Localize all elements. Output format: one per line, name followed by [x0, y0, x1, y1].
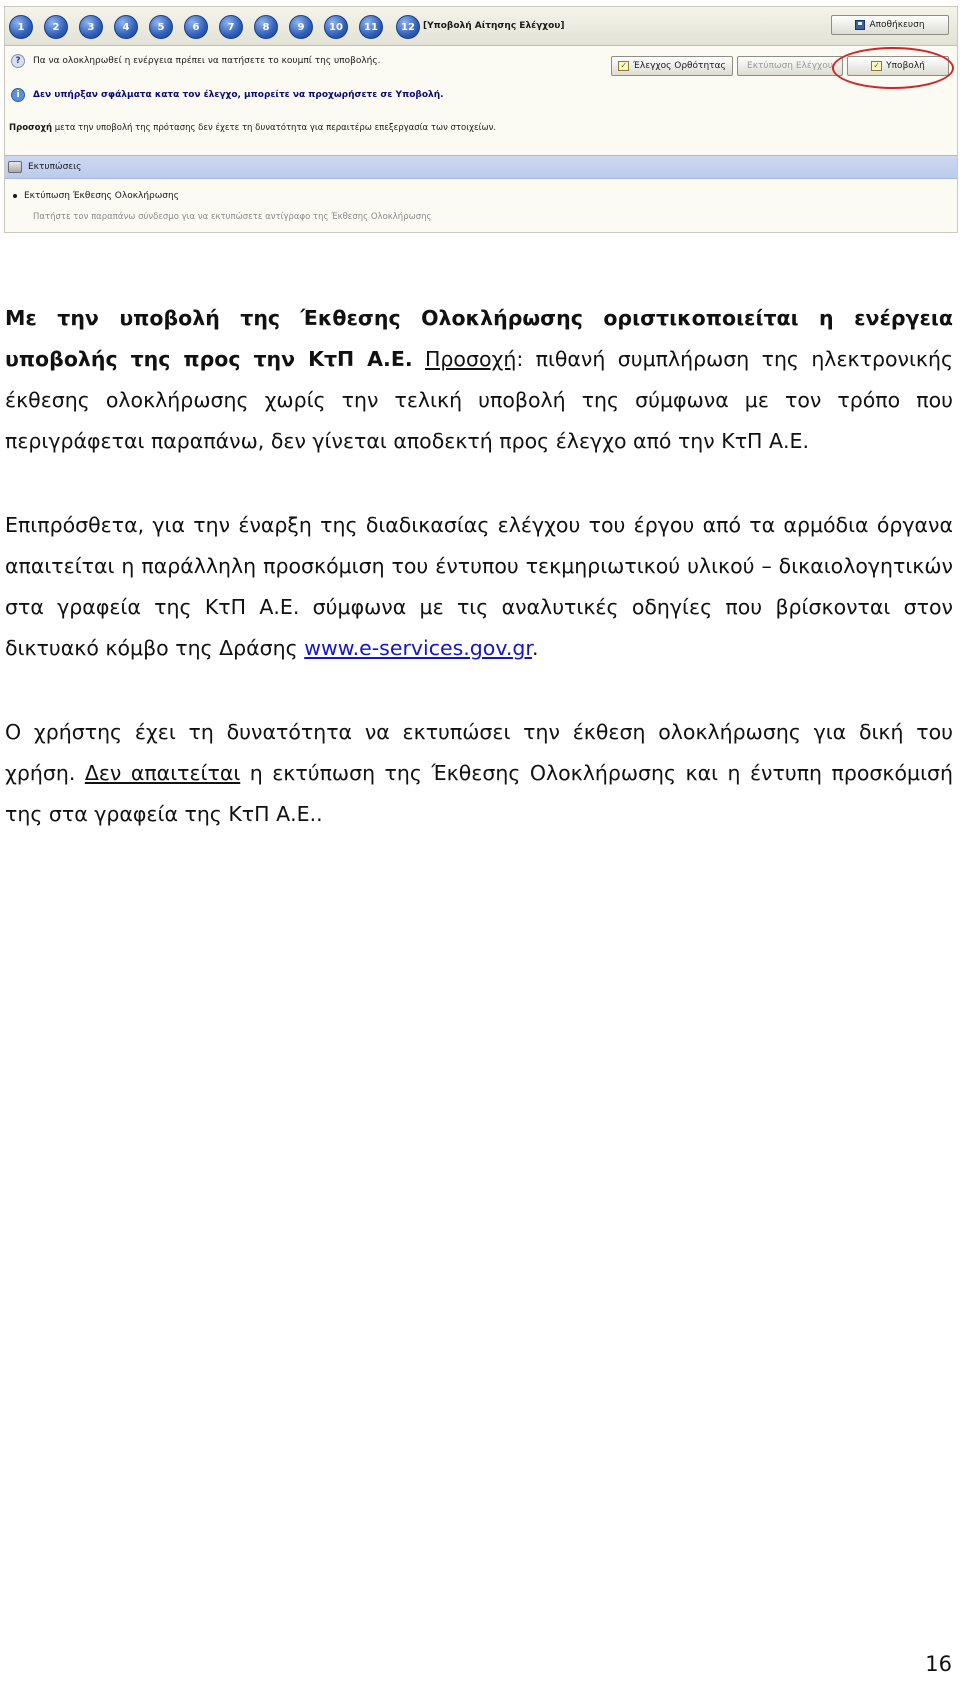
step-8-button[interactable]: 8 [254, 15, 278, 39]
checklist-icon: ✓ [618, 61, 629, 71]
validation-ok-text: Δεν υπήρξαν σφάλματα κατα τον έλεγχο, μπορείτε να προχωρήσετε σε Υποβολή. [33, 90, 444, 100]
printer-icon [8, 161, 22, 173]
step-1-button[interactable]: 1 [9, 15, 33, 39]
not-required-label: Δεν απαιτείται [84, 761, 241, 785]
paragraph-printing-rest: η εκτύπωση της Έκθεσης Ολοκλήρωσης και η έντυπη προσκόμισή της στα γραφεία της ΚτΠ Α.Ε.. [5, 761, 953, 826]
step-3-button[interactable]: 3 [79, 15, 103, 39]
step-2-button[interactable]: 2 [44, 15, 68, 39]
paragraph-documents [5, 505, 953, 669]
step-6-button[interactable]: 6 [184, 15, 208, 39]
question-icon: ? [11, 54, 25, 68]
step-10-button[interactable]: 10 [324, 15, 348, 39]
info-icon: i [11, 88, 25, 102]
prints-section-title: Εκτυπώσεις [28, 162, 82, 172]
paragraph-printing [5, 712, 953, 835]
submission-note [9, 123, 496, 133]
wizard-step-bar [5, 7, 957, 46]
paragraph-submission [5, 298, 953, 462]
paragraph-submission-text: : πιθανή συμπλήρωση της ηλεκτρονικής έκθεσης ολοκλήρωσης χωρίς την τελική υποβολή της σύμφωνα με τον τρόπο που περιγράφεται παραπάνω, δεν γίνεται αποδεκτή προς έλεγχο από την ΚτΠ Α.Ε. [5, 347, 953, 453]
note-label: Προσοχή [9, 123, 53, 133]
save-button-label: Αποθήκευση [869, 20, 925, 30]
step-5-button[interactable]: 5 [149, 15, 173, 39]
print-check-label: Εκτύπωση Ελέγχου [747, 61, 833, 71]
step-7-button[interactable]: 7 [219, 15, 243, 39]
step-9-button[interactable]: 9 [289, 15, 313, 39]
validation-ok-row [11, 88, 444, 102]
validity-check-button[interactable] [611, 56, 733, 76]
submit-button-label: Υποβολή [886, 61, 925, 71]
submit-instruction-row [11, 54, 381, 68]
print-report-link[interactable] [13, 191, 179, 201]
application-screenshot [4, 6, 958, 233]
submit-icon: ✓ [871, 61, 882, 71]
highlight-ellipse [832, 47, 954, 89]
page-number: 16 [925, 1652, 952, 1676]
print-report-label: Εκτύπωση Έκθεσης Ολοκλήρωσης [24, 191, 179, 201]
paragraph-documents-text: Επιπρόσθετα, για την έναρξη της διαδικασίας ελέγχου του έργου από τα αρμόδια όργανα απαιτείται η παράλληλη προσκόμιση του έντυπου τεκμηριωτικού υλικού – δικαιολογητικών στα γραφεία της ΚτΠ Α.Ε. σύμφωνα με τις αναλυτικές οδηγίες που βρίσκονται στον δικτυακό κόμβο της Δράσης [5, 513, 953, 660]
step-4-button[interactable]: 4 [114, 15, 138, 39]
save-button[interactable] [831, 15, 949, 35]
e-services-link[interactable]: www.e-services.gov.gr [304, 636, 532, 660]
print-check-button[interactable] [737, 56, 843, 76]
paragraph-documents-end: . [531, 636, 539, 660]
paragraph-submission-bold: Με την υποβολή της Έκθεσης Ολοκλήρωσης οριστικοποιείται η ενέργεια υποβολής της προς την ΚτΠ Α.Ε. [5, 306, 953, 371]
submit-instruction-text: Πα να ολοκληρωθεί η ενέργεια πρέπει να πατήσετε το κουμπί της υποβολής. [33, 56, 381, 66]
floppy-disk-icon [855, 20, 865, 30]
warning-label: Προσοχή [425, 347, 517, 371]
current-step-title: [Υποβολή Αίτησης Ελέγχου] [423, 21, 565, 31]
paragraph-printing-text: Ο χρήστης έχει τη δυνατότητα να εκτυπώσει την έκθεση ολοκλήρωσης για δική του χρήση. [5, 720, 953, 785]
note-text: μετα την υποβολή της πρότασης δεν έχετε τη δυνατότητα για περαιτέρω επεξεργασία των στοιχείων. [52, 123, 497, 133]
step-12-button[interactable]: 12 [396, 15, 420, 39]
validity-check-label: Έλεγχος Ορθότητας [633, 61, 726, 71]
print-hint-text: Πατήστε τον παραπάνω σύνδεσμο για να εκτυπώσετε αντίγραφο της Έκθεσης Ολοκλήρωσης [33, 212, 432, 222]
step-11-button[interactable]: 11 [359, 15, 383, 39]
prints-section-header [5, 155, 957, 179]
bullet-icon [13, 194, 17, 198]
